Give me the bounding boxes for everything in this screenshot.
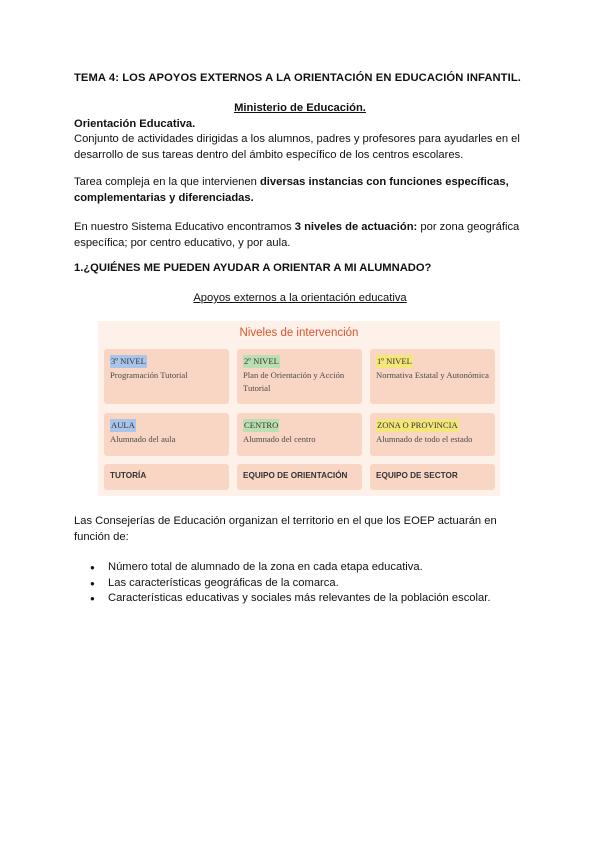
level-label: 2º NIVEL: [244, 356, 279, 366]
scope-cell-centro: [237, 413, 362, 456]
paragraph-complex-task-text: Tarea compleja en la que intervienen: [74, 176, 260, 188]
scope-description: Alumnado del centro: [243, 434, 316, 444]
list-item: ● Las características geográficas de la comarca.: [90, 576, 530, 592]
ministry-heading: Ministerio de Educación.: [234, 102, 366, 114]
scope-label: AULA: [111, 420, 135, 430]
paragraph-definition: Conjunto de actividades dirigidas a los alumnos, padres y profesores para ayudarles en el desarrollo de sus tareas dentro del ámbito específico de los centros escolares.: [74, 133, 520, 161]
level-cell-2: [237, 349, 362, 404]
level-label: 3º NIVEL: [111, 356, 146, 366]
scope-description: Alumnado de todo el estado: [376, 434, 473, 444]
level-cell-3: [104, 349, 229, 404]
scope-cell-aula: [104, 413, 229, 456]
section-heading: 1.¿QUIÉNES ME PUEDEN AYUDAR A ORIENTAR A MI ALUMNADO?: [74, 262, 432, 274]
list-item: ● Características educativas y sociales más relevantes de la población escolar.: [90, 591, 530, 607]
paragraph-consejerias: Las Consejerías de Educación organizan el territorio en el que los EOEP actuarán en función de:: [74, 515, 497, 543]
level-description: Plan de Orientación y Acción Tutorial: [243, 370, 345, 393]
agent-cell-equipo-orientacion: EQUIPO DE ORIENTACIÓN: [237, 464, 362, 490]
paragraph-levels: [74, 220, 526, 251]
figure-heading: Niveles de intervención: [239, 327, 359, 339]
agent-cell-tutoria: TUTORÍA: [104, 464, 229, 490]
scope-description: Alumnado del aula: [110, 434, 176, 444]
scope-label: ZONA O PROVINCIA: [377, 420, 458, 430]
paragraph-complex-task-bold: diversas instancias con funciones específicas, complementarias y diferenciadas.: [74, 176, 509, 204]
level-description: Normativa Estatal y Autonómica: [376, 370, 489, 380]
paragraph-levels-bold: 3 niveles de actuación:: [294, 221, 418, 233]
scope-cell-zona: [370, 413, 495, 456]
list-item: ● Número total de alumnado de la zona en cada etapa educativa.: [90, 560, 530, 576]
paragraph-complex-task: [74, 175, 526, 206]
orientation-heading: Orientación Educativa.: [74, 118, 196, 130]
scope-label: CENTRO: [244, 420, 279, 430]
paragraph-levels-post: por zona geográfica específica; por centro educativo, y por aula.: [74, 221, 520, 249]
document-title: TEMA 4: LOS APOYOS EXTERNOS A LA ORIENTACIÓN EN EDUCACIÓN INFANTIL.: [74, 72, 521, 84]
level-cell-1: [370, 349, 495, 404]
figure-caption: Apoyos externos a la orientación educativa: [193, 292, 407, 304]
criteria-list: [90, 560, 530, 607]
level-description: Programación Tutorial: [110, 370, 188, 380]
level-label: 1º NIVEL: [377, 356, 412, 366]
intervention-levels-figure: [98, 321, 500, 496]
paragraph-levels-pre: En nuestro Sistema Educativo encontramos: [74, 221, 295, 233]
agent-cell-equipo-sector: EQUIPO DE SECTOR: [370, 464, 495, 490]
